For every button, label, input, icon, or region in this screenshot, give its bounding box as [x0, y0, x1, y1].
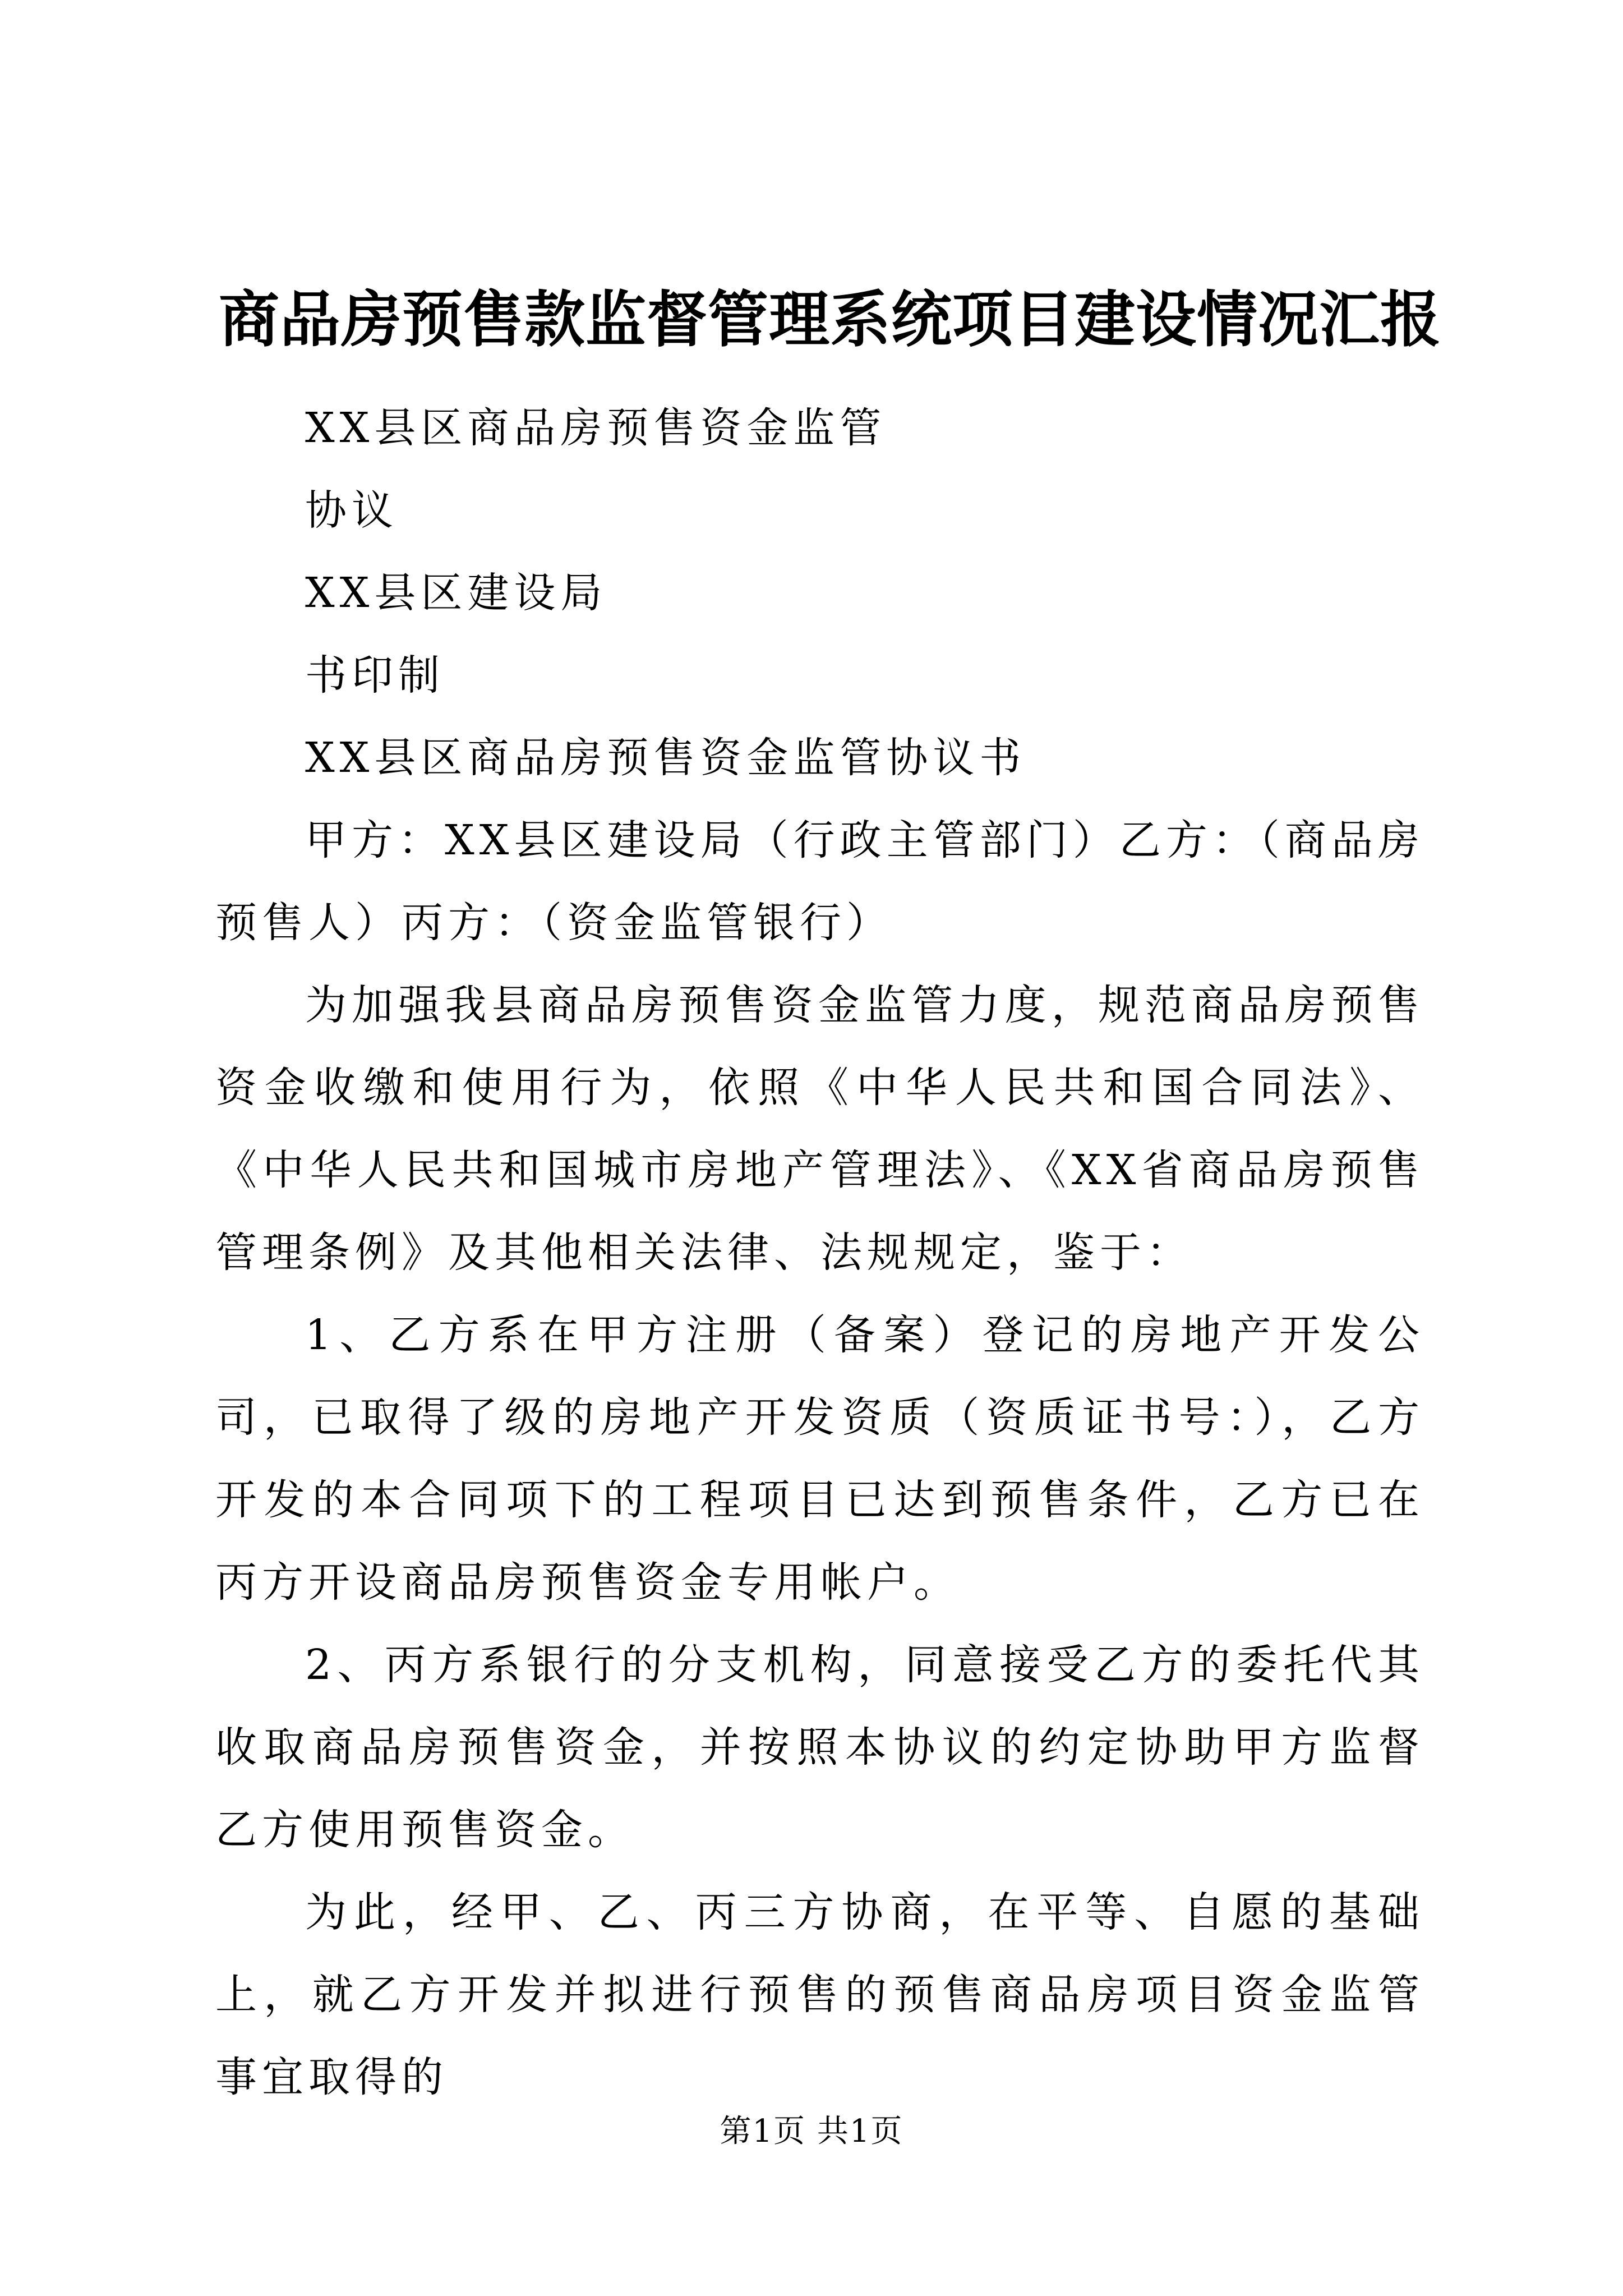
paragraph-clause-1: 1、乙方系在甲方注册（备案）登记的房地产开发公司，已取得了级的房地产开发资质（资质证书号：），乙方开发的本合同项下的工程项目已达到预售条件，乙方已在丙方开设商品房预售资金专用帐户。 — [215, 1311, 1424, 1607]
paragraph-purpose: 为加强我县商品房预售资金监管力度，规范商品房预售资金收缴和使用行为，依照《中华人民共和国合同法》、《中华人民共和国城市房地产管理法》、《XX省商品房预售管理条例》及其他相关法律、法规规定，鉴于： — [215, 981, 1424, 1277]
paragraph-clause-2: 2、丙方系银行的分支机构，同意接受乙方的委托代其收取商品房预售资金，并按照本协议的约定协助甲方监督乙方使用预售资金。 — [215, 1641, 1424, 1854]
paragraph-consensus: 为此，经甲、乙、丙三方协商，在平等、自愿的基础上，就乙方开发并拟进行预售的预售商品房项目资金监管事宜取得的 — [215, 1888, 1424, 2101]
paragraph-agreement-title: XX县区商品房预售资金监管协议书 — [305, 734, 1026, 782]
paragraph-bureau: XX县区建设局 — [305, 569, 607, 617]
paragraph-parties: 甲方：XX县区建设局（行政主管部门）乙方：（商品房预售人）丙方：（资金监管银行） — [215, 816, 1424, 947]
paragraph-county-title: XX县区商品房预售资金监管 — [305, 404, 887, 452]
paragraph-printed: 书印制 — [305, 651, 445, 700]
paragraph-agreement: 协议 — [305, 486, 398, 535]
page-footer: 第1页 共1页 — [720, 2113, 903, 2150]
document-title: 商品房预售款监督管理系统项目建设情况汇报 — [219, 284, 1442, 355]
document-body — [215, 387, 1424, 2119]
